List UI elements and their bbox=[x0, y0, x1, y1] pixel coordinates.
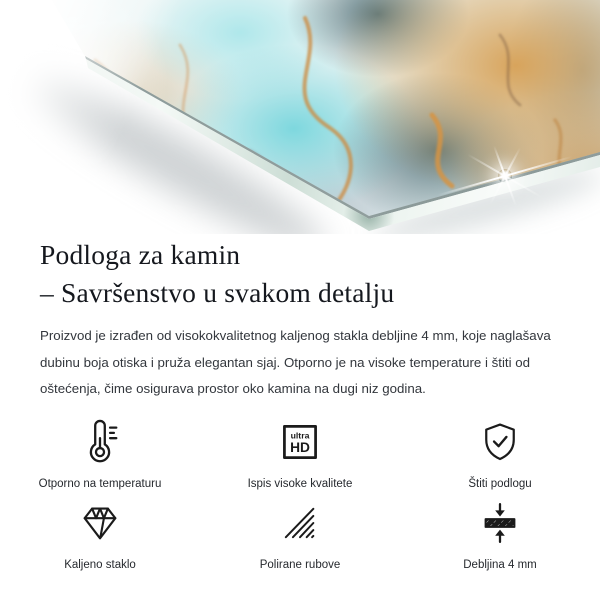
feature-protects bbox=[400, 416, 600, 490]
feature-label: Ispis visoke kvalitete bbox=[247, 477, 353, 490]
product-description-section bbox=[0, 234, 600, 571]
feature-tempered-glass bbox=[0, 497, 200, 571]
feature-grid bbox=[0, 416, 600, 571]
feature-thickness bbox=[400, 497, 600, 571]
title-line-1: Podloga za kamin bbox=[40, 239, 241, 270]
feature-label: Polirane rubove bbox=[259, 558, 341, 571]
title-line-2: – Savršenstvo u svakom detalju bbox=[40, 277, 395, 308]
feature-polished-edges bbox=[200, 497, 400, 571]
feature-temperature bbox=[0, 416, 200, 490]
feature-label: Otporno na temperaturu bbox=[38, 477, 162, 490]
ultra-hd-icon bbox=[278, 416, 322, 468]
thickness-icon bbox=[479, 497, 521, 549]
feature-label: Kaljeno staklo bbox=[64, 558, 136, 571]
feature-label: Štiti podlogu bbox=[468, 477, 532, 490]
svg-text:ultra: ultra bbox=[290, 429, 310, 440]
product-image bbox=[0, 0, 600, 234]
feature-label: Debljina 4 mm bbox=[463, 558, 537, 571]
svg-text:HD: HD bbox=[290, 439, 310, 455]
product-description: Proizvod je izrađen od visokokvalitetnog kaljenog stakla debljine 4 mm, koje naglašava dubinu boja otiska i pruža elegantan sjaj. Otporno je na visoke temperature i štiti od oštećenja, čime osigurava prostor oko kamina na dugi niz godina. bbox=[40, 328, 551, 396]
shield-check-icon bbox=[478, 416, 522, 468]
page-title bbox=[40, 236, 560, 312]
polished-edges-icon bbox=[280, 497, 320, 549]
diamond-icon bbox=[79, 497, 121, 549]
feature-print-quality bbox=[200, 416, 400, 490]
thermometer-icon bbox=[77, 416, 123, 468]
